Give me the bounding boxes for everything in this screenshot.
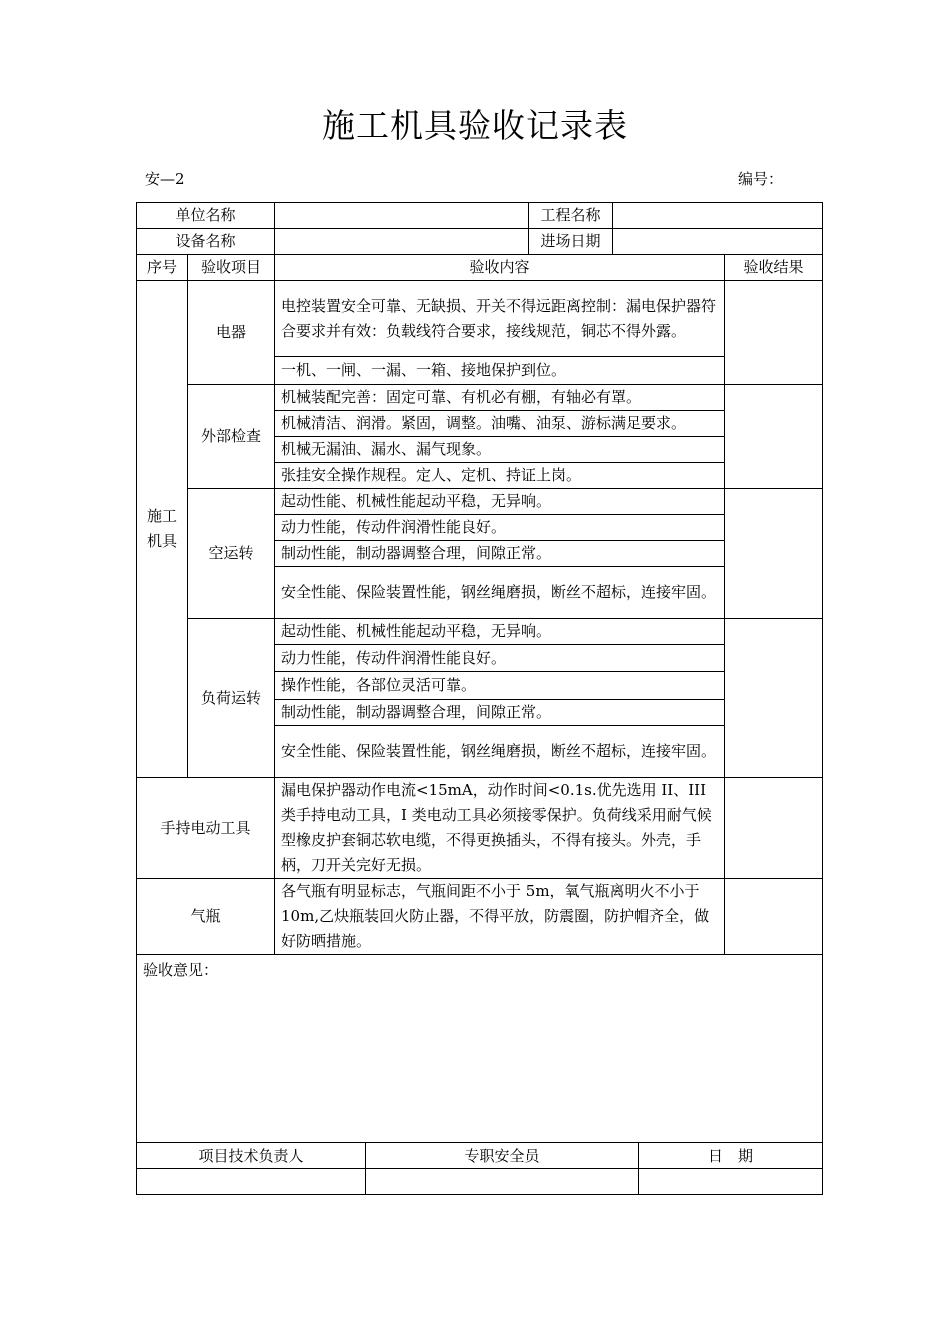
section-label-external: 外部检查 [188, 385, 275, 489]
check-item-idle-2: 动力性能，传动件润滑性能良好。 [275, 515, 725, 541]
col-header-content: 验收内容 [275, 255, 725, 281]
check-item-cylinder: 各气瓶有明显标志，气瓶间距不小于 5m，氧气瓶离明火不小于 10m,乙炔瓶装回火防止器，不得平放，防震圈，防护帽齐全，做好防晒措施。 [275, 879, 725, 955]
date-field[interactable] [639, 1169, 823, 1195]
tech-lead-signature-field[interactable] [137, 1169, 366, 1195]
unit-name-label: 单位名称 [137, 203, 275, 229]
check-item-load-5: 安全性能、保险装置性能，钢丝绳磨损，断丝不超标，连接牢固。 [275, 726, 725, 778]
inspection-table [136, 202, 823, 1143]
section-label-idle: 空运转 [188, 489, 275, 619]
result-load[interactable] [725, 619, 823, 778]
form-code: 安—2 [145, 170, 185, 188]
check-item-load-1: 起动性能、机械性能起动平稳，无异响。 [275, 619, 725, 645]
unit-name-field[interactable] [275, 203, 529, 229]
check-item-handheld: 漏电保护器动作电流<15mA，动作时间<0.1s.优先选用 II、III类手持电动工具，I 类电动工具必须接零保护。负荷线采用耐气候型橡皮护套铜芯软电缆，不得更换插头，不得有接头。外壳，手柄，刀开关完好无损。 [275, 778, 725, 879]
check-item-external-3: 机械无漏油、漏水、漏气现象。 [275, 437, 725, 463]
check-item-load-2: 动力性能，传动件润滑性能良好。 [275, 645, 725, 672]
equipment-name-label: 设备名称 [137, 229, 275, 255]
check-item-electric-2: 一机、一闸、一漏、一箱、接地保护到位。 [275, 357, 725, 385]
machine-group-label: 施工 机具 [137, 281, 188, 778]
form-number-label: 编号： [738, 170, 784, 188]
col-header-result: 验收结果 [725, 255, 823, 281]
page-title: 施工机具验收记录表 [322, 106, 628, 145]
equipment-name-field[interactable] [275, 229, 529, 255]
check-item-external-1: 机械装配完善：固定可靠、有机必有棚，有轴必有罩。 [275, 385, 725, 411]
opinion-label: 验收意见： [143, 961, 219, 979]
result-external[interactable] [725, 385, 823, 489]
entry-date-field[interactable] [613, 229, 823, 255]
check-item-external-4: 张挂安全操作规程。定人、定机、持证上岗。 [275, 463, 725, 489]
tech-lead-label: 项目技术负责人 [137, 1143, 366, 1169]
col-header-item: 验收项目 [188, 255, 275, 281]
opinion-cell[interactable] [137, 955, 823, 1143]
result-idle[interactable] [725, 489, 823, 619]
check-item-external-2: 机械清洁、润滑。紧固，调整。油嘴、油泵、游标满足要求。 [275, 411, 725, 437]
col-header-no: 序号 [137, 255, 188, 281]
section-label-electric: 电器 [188, 281, 275, 385]
date-label: 日 期 [639, 1143, 823, 1169]
entry-date-label: 进场日期 [529, 229, 613, 255]
check-item-load-4: 制动性能，制动器调整合理，间隙正常。 [275, 700, 725, 726]
section-label-load: 负荷运转 [188, 619, 275, 778]
result-handheld[interactable] [725, 778, 823, 879]
safety-officer-signature-field[interactable] [366, 1169, 639, 1195]
section-label-handheld: 手持电动工具 [137, 778, 275, 879]
project-name-label: 工程名称 [529, 203, 613, 229]
signature-table [136, 1142, 823, 1195]
check-item-electric-1: 电控装置安全可靠、无缺损、开关不得远距离控制：漏电保护器符合要求并有效：负载线符合要求，接线规范，铜芯不得外露。 [275, 281, 725, 357]
project-name-field[interactable] [613, 203, 823, 229]
result-electric[interactable] [725, 281, 823, 385]
check-item-idle-1: 起动性能、机械性能起动平稳，无异响。 [275, 489, 725, 515]
result-cylinder[interactable] [725, 879, 823, 955]
check-item-idle-3: 制动性能，制动器调整合理，间隙正常。 [275, 541, 725, 567]
safety-officer-label: 专职安全员 [366, 1143, 639, 1169]
section-label-cylinder: 气瓶 [137, 879, 275, 955]
check-item-load-3: 操作性能，各部位灵活可靠。 [275, 672, 725, 700]
check-item-idle-4: 安全性能、保险装置性能，钢丝绳磨损，断丝不超标，连接牢固。 [275, 567, 725, 619]
